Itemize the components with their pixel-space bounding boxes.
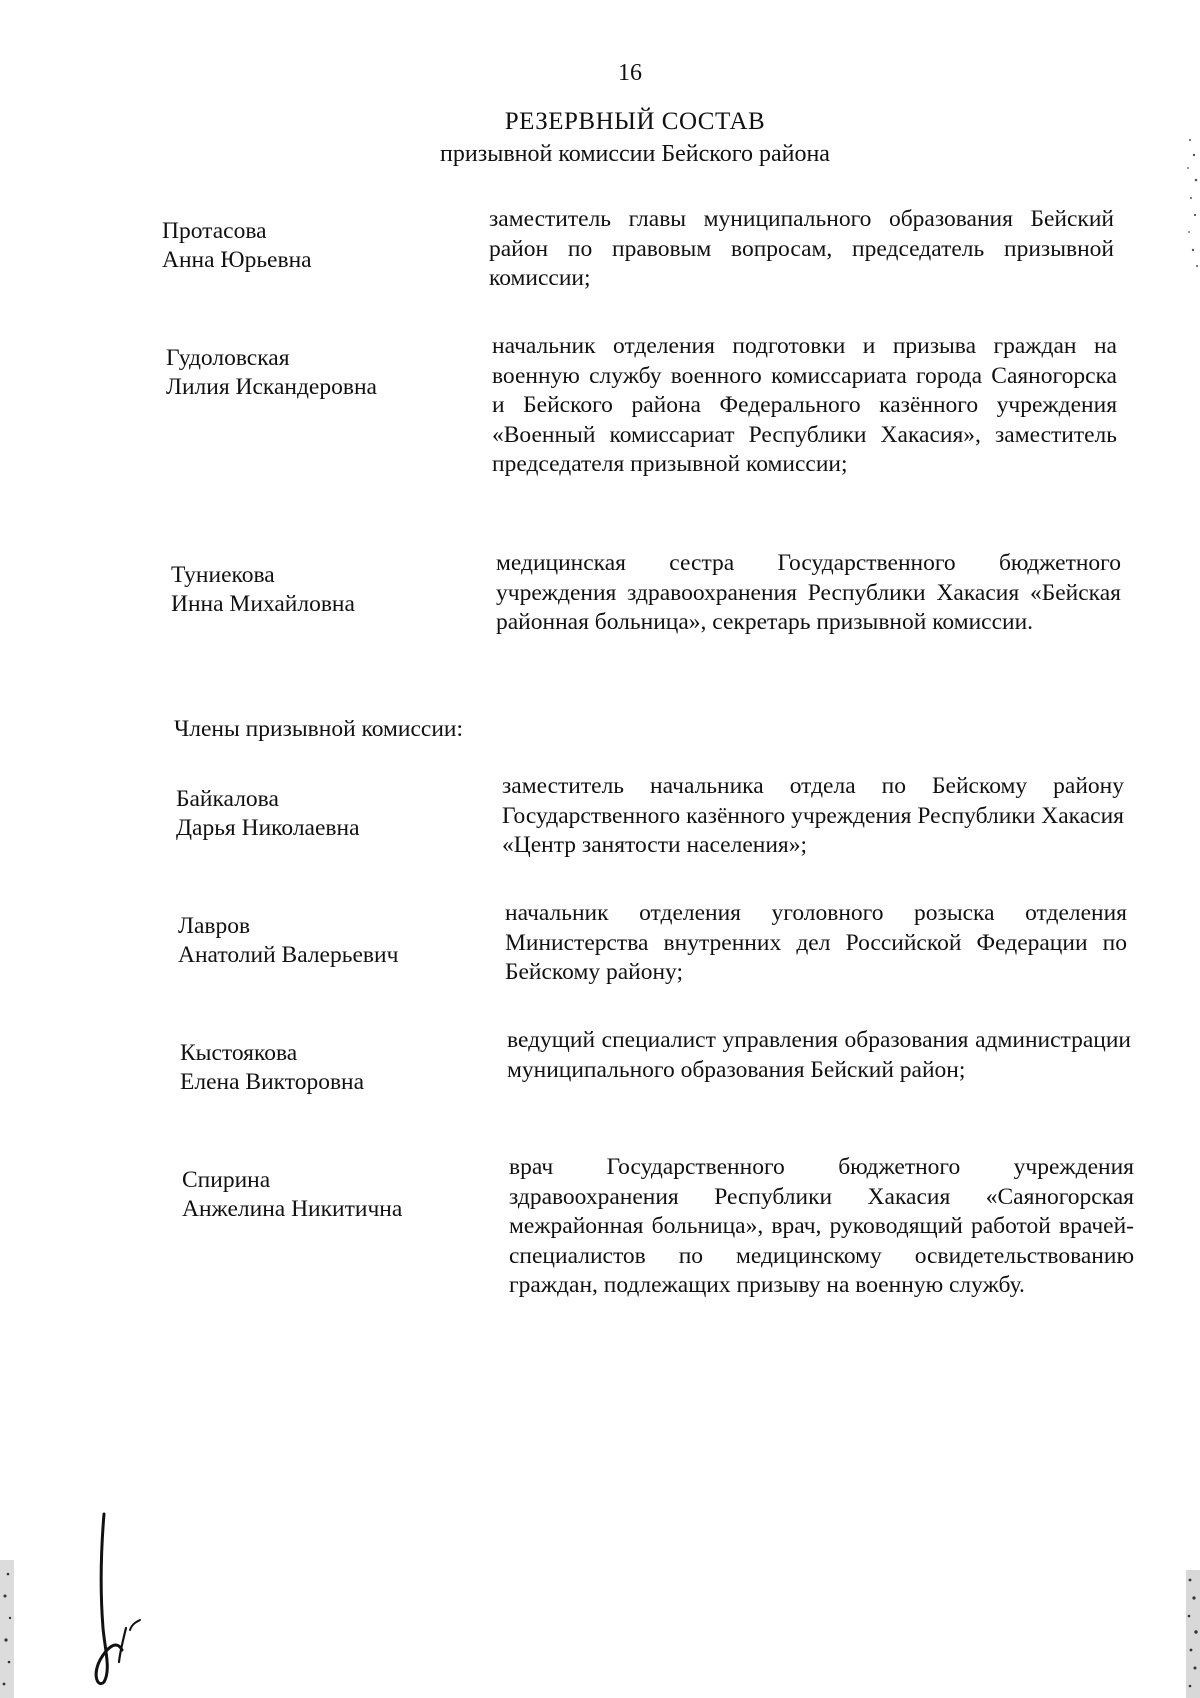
- person-role: медицинская сестра Государственного бюджетного учреждения здравоохранения Республики Хакасия «Бейская районная больница», секретарь призывной комиссии.: [496, 550, 1121, 635]
- scan-noise-right-bottom: [1160, 1570, 1200, 1698]
- person-given-names: Инна Михайловна: [171, 591, 355, 617]
- person-name: [176, 785, 360, 843]
- person-surname: Протасова: [162, 218, 267, 244]
- person-surname: Спирина: [182, 1167, 271, 1193]
- person-surname: Лавров: [178, 913, 251, 939]
- members-section-label: Члены призывной комиссии:: [174, 716, 464, 742]
- person-given-names: Анжелина Никитична: [182, 1196, 403, 1222]
- person-given-names: Лилия Искандеровна: [166, 374, 377, 400]
- document-subtitle: призывной комиссии Бейского района: [440, 141, 830, 167]
- person-name: [178, 912, 398, 970]
- person-name: [171, 561, 355, 619]
- person-given-names: Елена Викторовна: [180, 1069, 365, 1095]
- person-role: ведущий специалист управления образования администрации муниципального образования Бейский район;: [507, 1027, 1131, 1083]
- person-name: [180, 1039, 364, 1097]
- person-name: [166, 344, 377, 402]
- person-role: заместитель главы муниципального образования Бейский район по правовым вопросам, председатель призывной комиссии;: [489, 206, 1114, 291]
- person-given-names: Анна Юрьевна: [162, 247, 312, 273]
- handwritten-signature: [70, 1510, 160, 1690]
- person-surname: Кыстоякова: [180, 1040, 298, 1066]
- person-given-names: Дарья Николаевна: [176, 815, 360, 841]
- person-role: врач Государственного бюджетного учреждения здравоохранения Республики Хакасия «Саяногорская межрайонная больница», врач, руководящий работой врачей-специалистов по медицинскому освидетельствованию граждан, подлежащих призыву на военную службу.: [509, 1154, 1134, 1298]
- person-name: [182, 1166, 402, 1224]
- person-surname: Туниекова: [171, 562, 275, 588]
- person-given-names: Анатолий Валерьевич: [178, 942, 399, 968]
- page-number: 16: [618, 60, 642, 86]
- person-surname: Гудоловская: [166, 345, 290, 371]
- person-role: заместитель начальника отдела по Бейскому району Государственного казённого учреждения Республики Хакасия «Центр занятости населения»;: [502, 773, 1124, 858]
- document-title: РЕЗЕРВНЫЙ СОСТАВ: [504, 108, 766, 135]
- person-role: начальник отделения подготовки и призыва граждан на военную службу военного комиссариата города Саяногорска и Бейского района Федерального казённого учреждения «Военный комиссариат Республики Хакасия», заместитель председателя призывной комиссии;: [492, 333, 1117, 477]
- scan-noise-right-top: [1160, 120, 1200, 280]
- scan-noise-left-bottom: [0, 1560, 40, 1698]
- person-role: начальник отделения уголовного розыска отделения Министерства внутренних дел Российской Федерации по Бейскому району;: [505, 900, 1127, 985]
- person-name: [162, 217, 312, 275]
- person-surname: Байкалова: [176, 786, 279, 812]
